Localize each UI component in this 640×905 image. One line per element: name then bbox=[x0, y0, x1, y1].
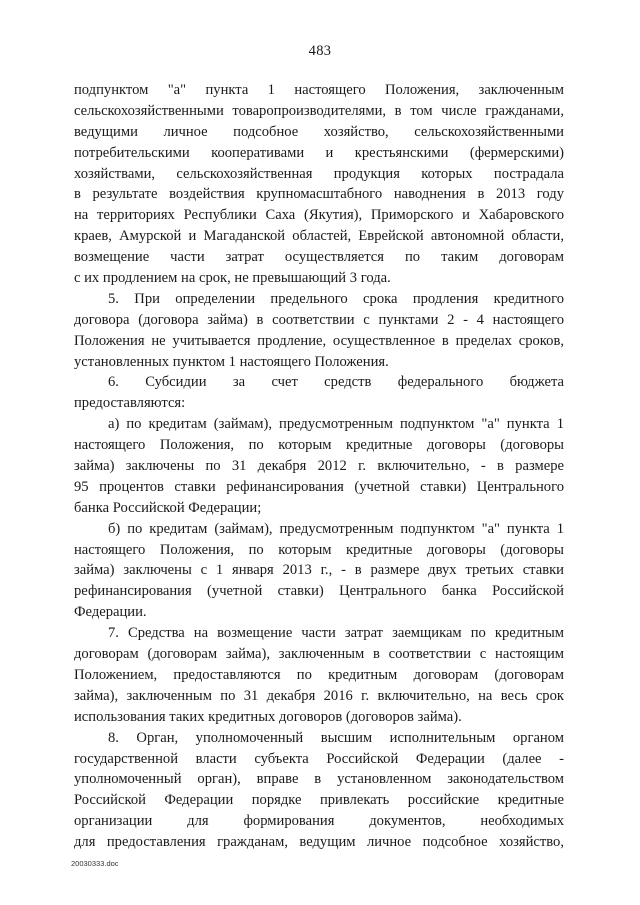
text-line: Российской Федерации порядке привлекать российские кредитные bbox=[74, 792, 564, 809]
file-name-footer: 20030333.doc bbox=[71, 859, 119, 868]
text-line: использования таких кредитных договоров (договоров займа). bbox=[74, 708, 462, 725]
text-line: на территориях Республики Саха (Якутия), Приморского и Хабаровского bbox=[74, 207, 564, 224]
text-line: государственной власти субъекта Российской Федерации (далее - bbox=[74, 750, 564, 767]
text-line: уполномоченный орган), вправе в установленном законодательством bbox=[74, 771, 564, 788]
text-line: договора (договора займа) в соответствии с пунктами 2 - 4 настоящего bbox=[74, 311, 564, 328]
text-line: Положения не учитывается продление, осуществленное в пределах сроков, bbox=[74, 332, 564, 349]
text-line: займа) заключены по 31 декабря 2012 г. включительно, - в размере bbox=[74, 458, 564, 475]
text-line: 6. Субсидии за счет средств федерального бюджета bbox=[108, 374, 564, 391]
text-line: б) по кредитам (займам), предусмотренным подпунктом "а" пункта 1 bbox=[108, 520, 564, 537]
text-line: потребительскими кооперативами и крестьянскими (фермерскими) bbox=[74, 144, 564, 161]
text-line: для предоставления гражданам, ведущим личное подсобное хозяйство, bbox=[74, 834, 564, 851]
text-line: сельскохозяйственными товаропроизводителями, в том числе гражданами, bbox=[74, 102, 564, 119]
page-number: 483 bbox=[308, 43, 332, 59]
text-line: краев, Амурской и Магаданской областей, Еврейской автономной области, bbox=[74, 228, 564, 245]
text-line: займа), заключенным по 31 декабря 2016 г. включительно, на весь срок bbox=[74, 687, 564, 704]
text-line: Федерации. bbox=[74, 604, 147, 621]
text-line: банка Российской Федерации; bbox=[74, 499, 262, 516]
text-line: 95 процентов ставки рефинансирования (учетной ставки) Центрального bbox=[74, 478, 564, 495]
text-line: 8. Орган, уполномоченный высшим исполнительным органом bbox=[108, 729, 564, 746]
text-line: займа) заключены с 1 января 2013 г., - в размере двух третьих ставки bbox=[74, 562, 564, 579]
text-line: настоящего Положения, по которым кредитные договоры (договоры bbox=[74, 541, 564, 558]
text-line: хозяйствами, сельскохозяйственная продукция которых пострадала bbox=[74, 165, 564, 182]
text-line: с их продлением на срок, не превышающий 3 года. bbox=[74, 270, 391, 287]
text-line: предоставляются: bbox=[74, 395, 186, 412]
text-line: рефинансирования (учетной ставки) Центрального банка Российской bbox=[74, 583, 564, 600]
text-line: Положением, предоставляются по кредитным договорам (договорам bbox=[74, 666, 564, 683]
text-line: договорам (договорам займа), заключенным в соответствии с настоящим bbox=[74, 646, 564, 663]
text-line: установленных пунктом 1 настоящего Положения. bbox=[74, 353, 389, 370]
text-line: 5. При определении предельного срока продления кредитного bbox=[108, 290, 564, 307]
text-line: организации для формирования документов, необходимых bbox=[74, 813, 564, 830]
text-line: возмещение части затрат осуществляется по таким договорам bbox=[74, 249, 564, 266]
text-line: в результате воздействия крупномасштабного наводнения в 2013 году bbox=[74, 186, 564, 203]
text-line: подпунктом "а" пункта 1 настоящего Положения, заключенным bbox=[74, 82, 564, 98]
text-line: а) по кредитам (займам), предусмотренным подпунктом "а" пункта 1 bbox=[108, 416, 564, 433]
text-line: ведущими личное подсобное хозяйство, сельскохозяйственными bbox=[74, 123, 564, 140]
text-line: 7. Средства на возмещение части затрат заемщикам по кредитным bbox=[108, 625, 564, 642]
document-body bbox=[74, 80, 564, 853]
text-line: настоящего Положения, по которым кредитные договоры (договоры bbox=[74, 437, 564, 454]
